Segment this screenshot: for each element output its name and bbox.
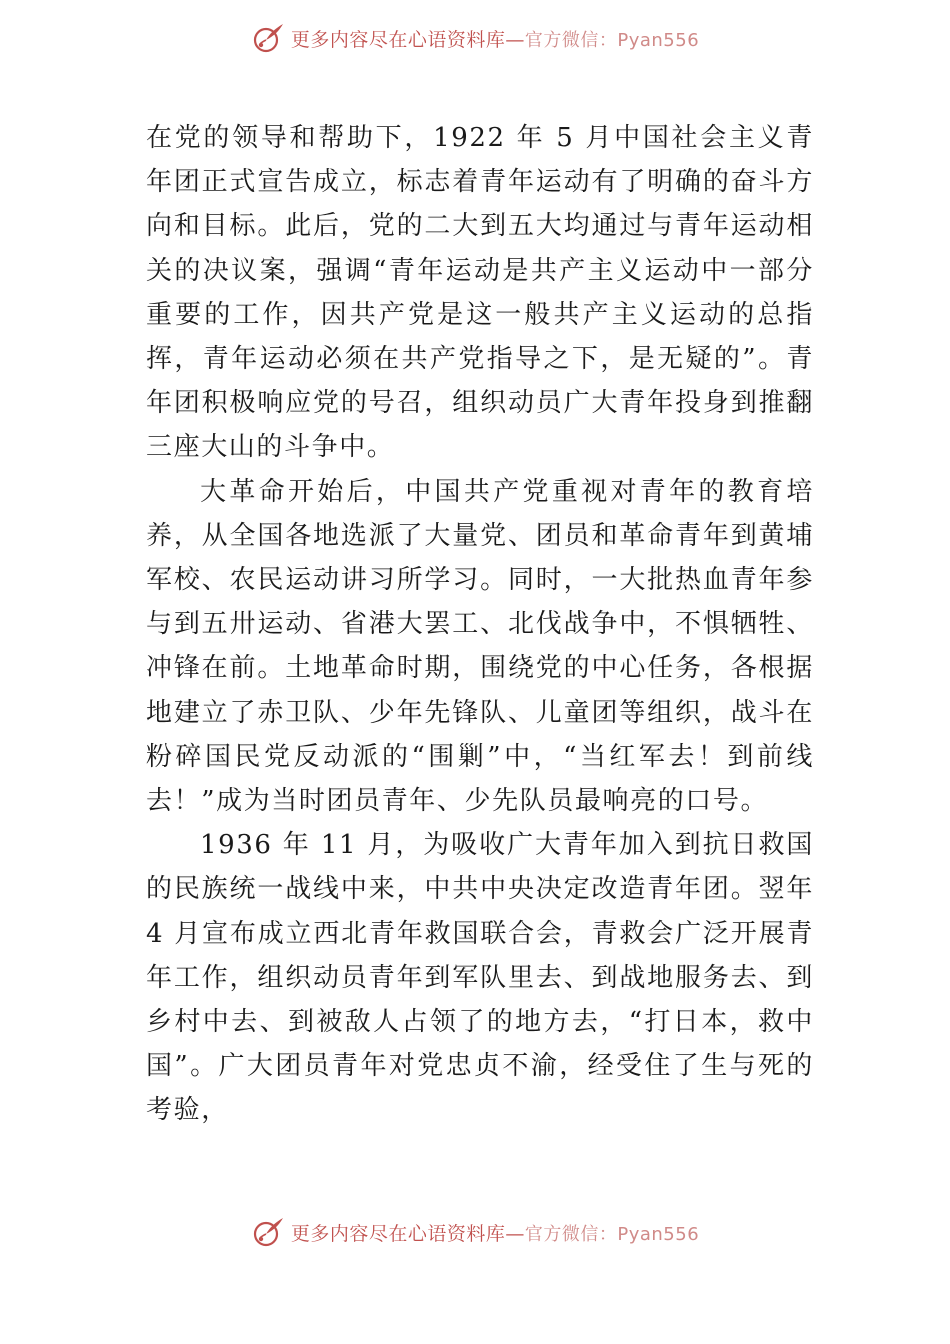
header-separator: —	[505, 28, 525, 51]
header-banner	[0, 18, 950, 58]
quill-ink-logo-icon	[251, 1215, 285, 1249]
header-text	[291, 25, 699, 52]
footer-text	[291, 1219, 699, 1246]
header-banner-content	[251, 21, 699, 55]
paragraph-1: 在党的领导和帮助下，1922 年 5 月中国社会主义青年团正式宣告成立，标志着青年运动有了明确的奋斗方向和目标。此后，党的二大到五大均通过与青年运动相关的决议案，强调“青年运动是共产主义运动中一部分重要的工作，因共产党是这一般共产主义运动的总指挥，青年运动必须在共产党指导之下，是无疑的”。青年团积极响应党的号召，组织动员广大青年投身到推翻三座大山的斗争中。	[146, 123, 814, 463]
footer-banner-content	[251, 1215, 699, 1249]
footer-separator: —	[505, 1222, 525, 1245]
quill-ink-logo-icon	[251, 21, 285, 55]
footer-contact: 官方微信：Pyan556	[524, 1223, 700, 1245]
footer-banner	[0, 1212, 950, 1252]
paragraph-3: 1936 年 11 月，为吸收广大青年加入到抗日救国的民族统一战线中来，中共中央决定改造青年团。翌年 4 月宣布成立西北青年救国联合会，青救会广泛开展青年工作，组织动员青年到军队里去、到战地服务去、到乡村中去、到被敌人占领了的地方去，“打日本，救中国”。广大团员青年对党忠贞不渝，经受住了生与死的考验，	[146, 830, 814, 1126]
paragraph-2: 大革命开始后，中国共产党重视对青年的教育培养，从全国各地选派了大量党、团员和革命青年到黄埔军校、农民运动讲习所学习。同时，一大批热血青年参与到五卅运动、省港大罢工、北伐战争中，不惧牺牲、冲锋在前。土地革命时期，围绕党的中心任务，各根据地建立了赤卫队、少年先锋队、儿童团等组织，战斗在粉碎国民党反动派的“围剿”中，“当红军去！到前线去！”成为当时团员青年、少先队员最响亮的口号。	[146, 476, 814, 817]
footer-brand: 更多内容尽在心语资料库	[290, 1222, 506, 1245]
document-body	[146, 116, 814, 1133]
header-brand: 更多内容尽在心语资料库	[290, 28, 506, 51]
header-contact: 官方微信：Pyan556	[524, 29, 700, 51]
